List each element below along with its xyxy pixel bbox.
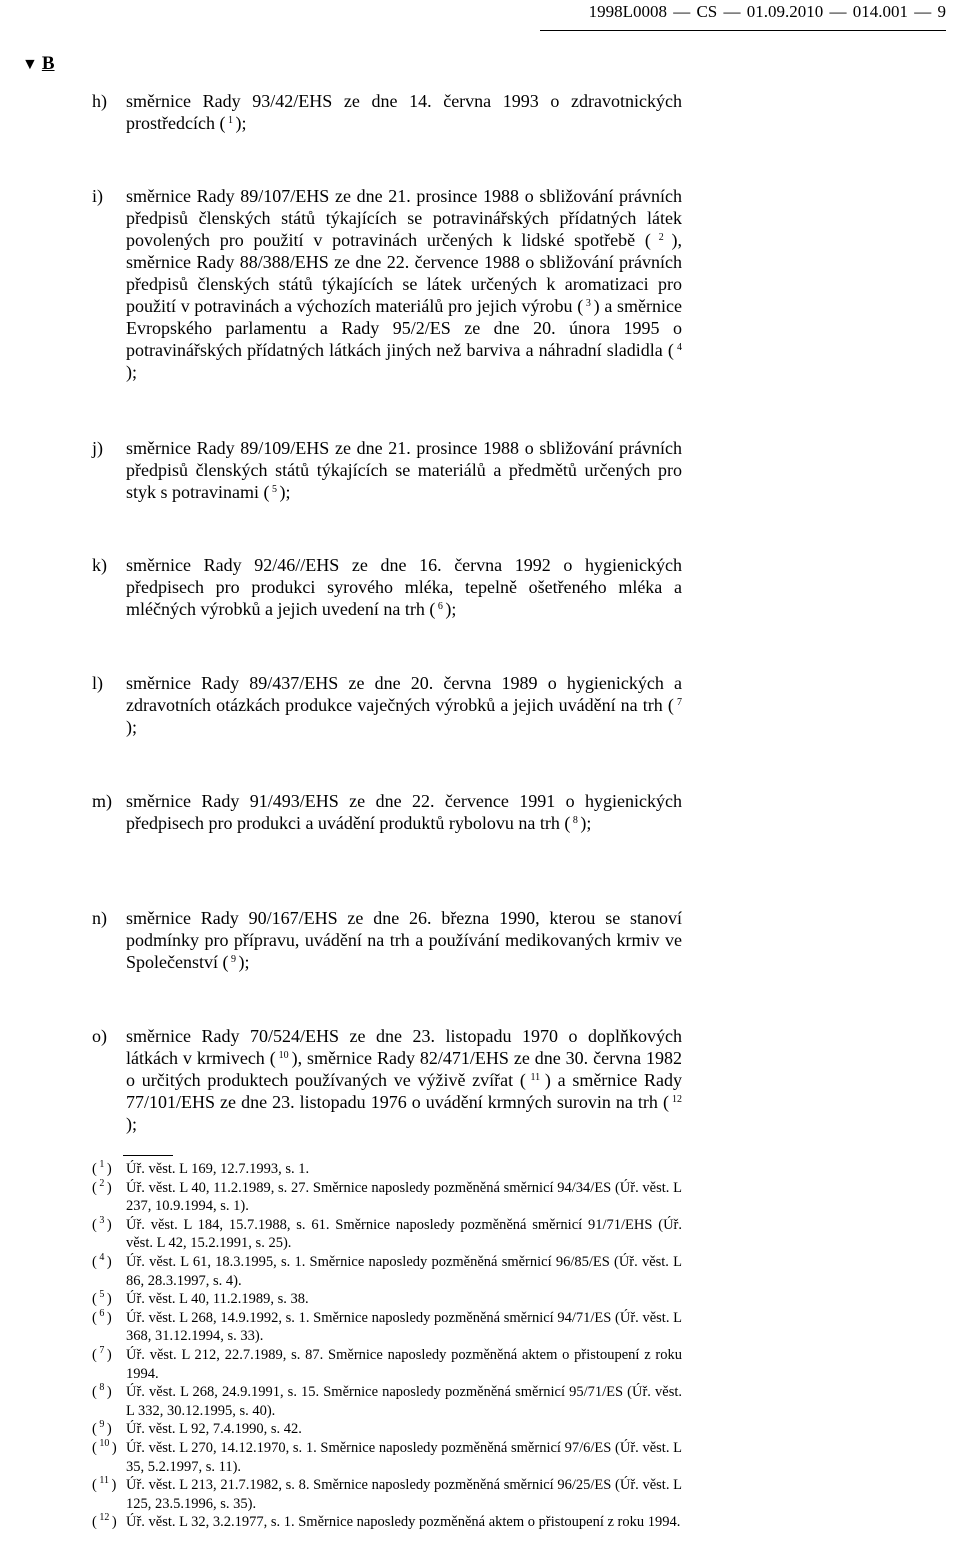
footnote-text: Úř. věst. L 40, 11.2.1989, s. 27. Směrnice naposledy pozměněná směrnicí 94/34/ES (Úř. věst. L 237, 10.9.1994, s. 1). xyxy=(126,1179,682,1215)
item-label: k) xyxy=(92,555,107,575)
footnote-ref: 4 xyxy=(673,342,683,353)
item-label: j) xyxy=(92,438,103,458)
item-text: směrnice Rady 89/107/EHS ze dne 21. prosince 1988 o sbližování právních předpisů členských států týkajících se potravinářských přídatných látek povolených pro použití v potravinách určených k lidské spotřebě ( $^2$ ), směrnice Rady 88/388/EHS ze dne 22. července 1988 o sbližování právních předpisů členských států týkajících se látek určených k aromatizaci pro použití v potravinách a výchozích materiálů pro jejich výrobu ( $^3$ ) a směrnice Evropského parlamentu a Rady 95/2/ES ze dne 20. února 1995 o potravinářských přídatných látkách jiných než barviva a náhradní sladidla ( $^4$ ); xyxy=(126,186,683,382)
footnote xyxy=(92,1309,682,1346)
list-item xyxy=(92,1025,682,1135)
footnote-text: Úř. věst. L 213, 21.7.1982, s. 8. Směrnice naposledy pozměněná směrnicí 96/25/ES (Úř. věst. L 125, 23.5.1996, s. 35). xyxy=(126,1477,682,1512)
item-label: h) xyxy=(92,91,107,111)
footnote-text: Úř. věst. L 212, 22.7.1989, s. 87. Směrnice naposledy pozměněná aktem o přistoupení z roku 1994. xyxy=(126,1346,682,1382)
item-text: směrnice Rady 90/167/EHS ze dne 26. března 1990, kterou se stanoví podmínky pro přípravu, uvádění na trh a používání medikovaných krmiv ve Společenství ( $^9$ ); xyxy=(126,908,682,972)
footnote-number: ( $^6$ ) xyxy=(92,1307,112,1326)
footnote-text: Úř. věst. L 268, 24.9.1991, s. 15. Směrnice naposledy pozměněná směrnicí 95/71/ES (Úř. věst. L 332, 30.12.1995, s. 40). xyxy=(126,1384,682,1419)
item-label: n) xyxy=(92,908,107,928)
footnote-number: ( $^9$ ) xyxy=(92,1419,112,1438)
footnote-number: ( $^2$ ) xyxy=(92,1177,112,1196)
list-item xyxy=(92,790,682,834)
footnote-ref: 2 xyxy=(650,232,672,243)
footnote-number: ( $^5$ ) xyxy=(92,1289,112,1308)
footnote-separator xyxy=(123,1155,173,1156)
footnote xyxy=(92,1216,682,1253)
footnote-ref: 1 xyxy=(225,115,236,126)
list-item xyxy=(92,672,682,738)
footnote-number: ( $^{11}$ ) xyxy=(92,1475,117,1494)
footnote xyxy=(92,1290,682,1309)
footnote-text: Úř. věst. L 92, 7.4.1990, s. 42. xyxy=(126,1421,302,1438)
footnote-ref: 11 xyxy=(525,1072,545,1083)
triangle-down-icon: ▼ xyxy=(22,56,38,73)
footnote-ref: 9 xyxy=(228,954,239,965)
footnote-text: Úř. věst. L 268, 14.9.1992, s. 1. Směrnice naposledy pozměněná směrnicí 94/71/ES (Úř. věst. L 368, 31.12.1994, s. 33). xyxy=(126,1309,682,1345)
footnote xyxy=(92,1179,682,1216)
item-label: m) xyxy=(92,791,112,811)
marker-letter: B xyxy=(41,53,55,74)
footnote-ref: 12 xyxy=(668,1094,682,1105)
footnote-ref: 3 xyxy=(583,298,594,309)
footnote-number: ( $^3$ ) xyxy=(92,1214,112,1233)
footnote xyxy=(92,1476,682,1513)
footnote-number: ( $^1$ ) xyxy=(92,1159,112,1177)
item-text: směrnice Rady 89/109/EHS ze dne 21. prosince 1988 o sbližování právních předpisů členských států týkajících se materiálů a předmětů určených pro styk s potravinami ( $^5$ ); xyxy=(126,438,682,502)
item-text: směrnice Rady 92/46//EHS ze dne 16. června 1992 o hygienických předpisech pro produkci syrového mléka, tepelně ošetřeného mléka a mléčných výrobků a jejich uvedení na trh ( $^6$ ); xyxy=(126,555,682,619)
footnote-text: Úř. věst. L 61, 18.3.1995, s. 1. Směrnice naposledy pozměněná směrnicí 96/85/ES (Úř. věst. L 86, 28.3.1997, s. 4). xyxy=(126,1253,682,1289)
item-text: směrnice Rady 91/493/EHS ze dne 22. července 1991 o hygienických předpisech pro produkci a uvádění produktů rybolovu na trh ( $^8$ ); xyxy=(126,791,682,833)
list-item xyxy=(92,90,682,134)
footnote xyxy=(92,1420,682,1439)
footnote-ref: 8 xyxy=(570,815,581,826)
footnote-text: Úř. věst. L 169, 12.7.1993, s. 1. xyxy=(126,1161,310,1177)
footnote-text: Úř. věst. L 184, 15.7.1988, s. 61. Směrnice naposledy pozměněná směrnicí 91/71/EHS (Úř. věst. L 42, 15.2.1991, s. 25). xyxy=(126,1216,682,1252)
footnote xyxy=(92,1346,682,1383)
footnote-text: Úř. věst. L 40, 11.2.1989, s. 38. xyxy=(126,1291,309,1308)
document-reference: 1998L0008 — CS — 01.09.2010 — 014.001 — 9 xyxy=(588,2,946,21)
item-label: o) xyxy=(92,1026,107,1046)
consolidation-marker xyxy=(22,53,55,76)
footnote-text: Úř. věst. L 270, 14.12.1970, s. 1. Směrnice naposledy pozměněná směrnicí 97/6/ES (Úř. věst. L 35, 5.2.1997, s. 11). xyxy=(126,1439,682,1475)
item-text: směrnice Rady 93/42/EHS ze dne 14. června 1993 o zdravotnických prostředcích ( $^1$ ); xyxy=(126,91,682,133)
footnote-ref: 5 xyxy=(269,484,280,495)
footnote xyxy=(92,1253,682,1290)
footnote xyxy=(92,1383,682,1420)
footnote-number: ( $^{10}$ ) xyxy=(92,1437,117,1456)
page-header xyxy=(540,0,946,31)
footnote xyxy=(92,1160,682,1179)
footnote-number: ( $^7$ ) xyxy=(92,1344,112,1363)
list-item xyxy=(92,437,682,503)
footnote-number: ( $^8$ ) xyxy=(92,1382,112,1401)
list-item xyxy=(92,185,682,383)
footnote-ref: 6 xyxy=(435,601,446,612)
item-label: l) xyxy=(92,673,103,693)
list-item xyxy=(92,907,682,973)
item-text: směrnice Rady 70/524/EHS ze dne 23. listopadu 1970 o doplňkových látkách v krmivech ( $^{10}$ ), směrnice Rady 82/471/EHS ze dne 30. června 1982 o určitých produktech používaných ve výživě zvířat ( $^{11}$ ) a směrnice Rady 77/101/EHS ze dne 23. listopadu 1976 o uvádění krmných surovin na trh ( $^{12}$ ); xyxy=(126,1026,682,1134)
footnote-ref: 10 xyxy=(275,1050,292,1061)
item-label: i) xyxy=(92,186,103,206)
footnote-ref: 7 xyxy=(673,697,683,708)
footnote xyxy=(92,1513,682,1532)
item-text: směrnice Rady 89/437/EHS ze dne 20. června 1989 o hygienických a zdravotních otázkách produkce vaječných výrobků a jejich uvádění na trh ( $^7$ ); xyxy=(126,673,683,737)
footnote-number: ( $^{12}$ ) xyxy=(92,1512,117,1531)
footnote xyxy=(92,1439,682,1476)
list-item xyxy=(92,554,682,620)
footnotes xyxy=(92,1160,682,1532)
footnote-number: ( $^4$ ) xyxy=(92,1251,112,1270)
footnote-text: Úř. věst. L 32, 3.2.1977, s. 1. Směrnice naposledy pozměněná aktem o přistoupení z roku 1994. xyxy=(126,1514,681,1531)
